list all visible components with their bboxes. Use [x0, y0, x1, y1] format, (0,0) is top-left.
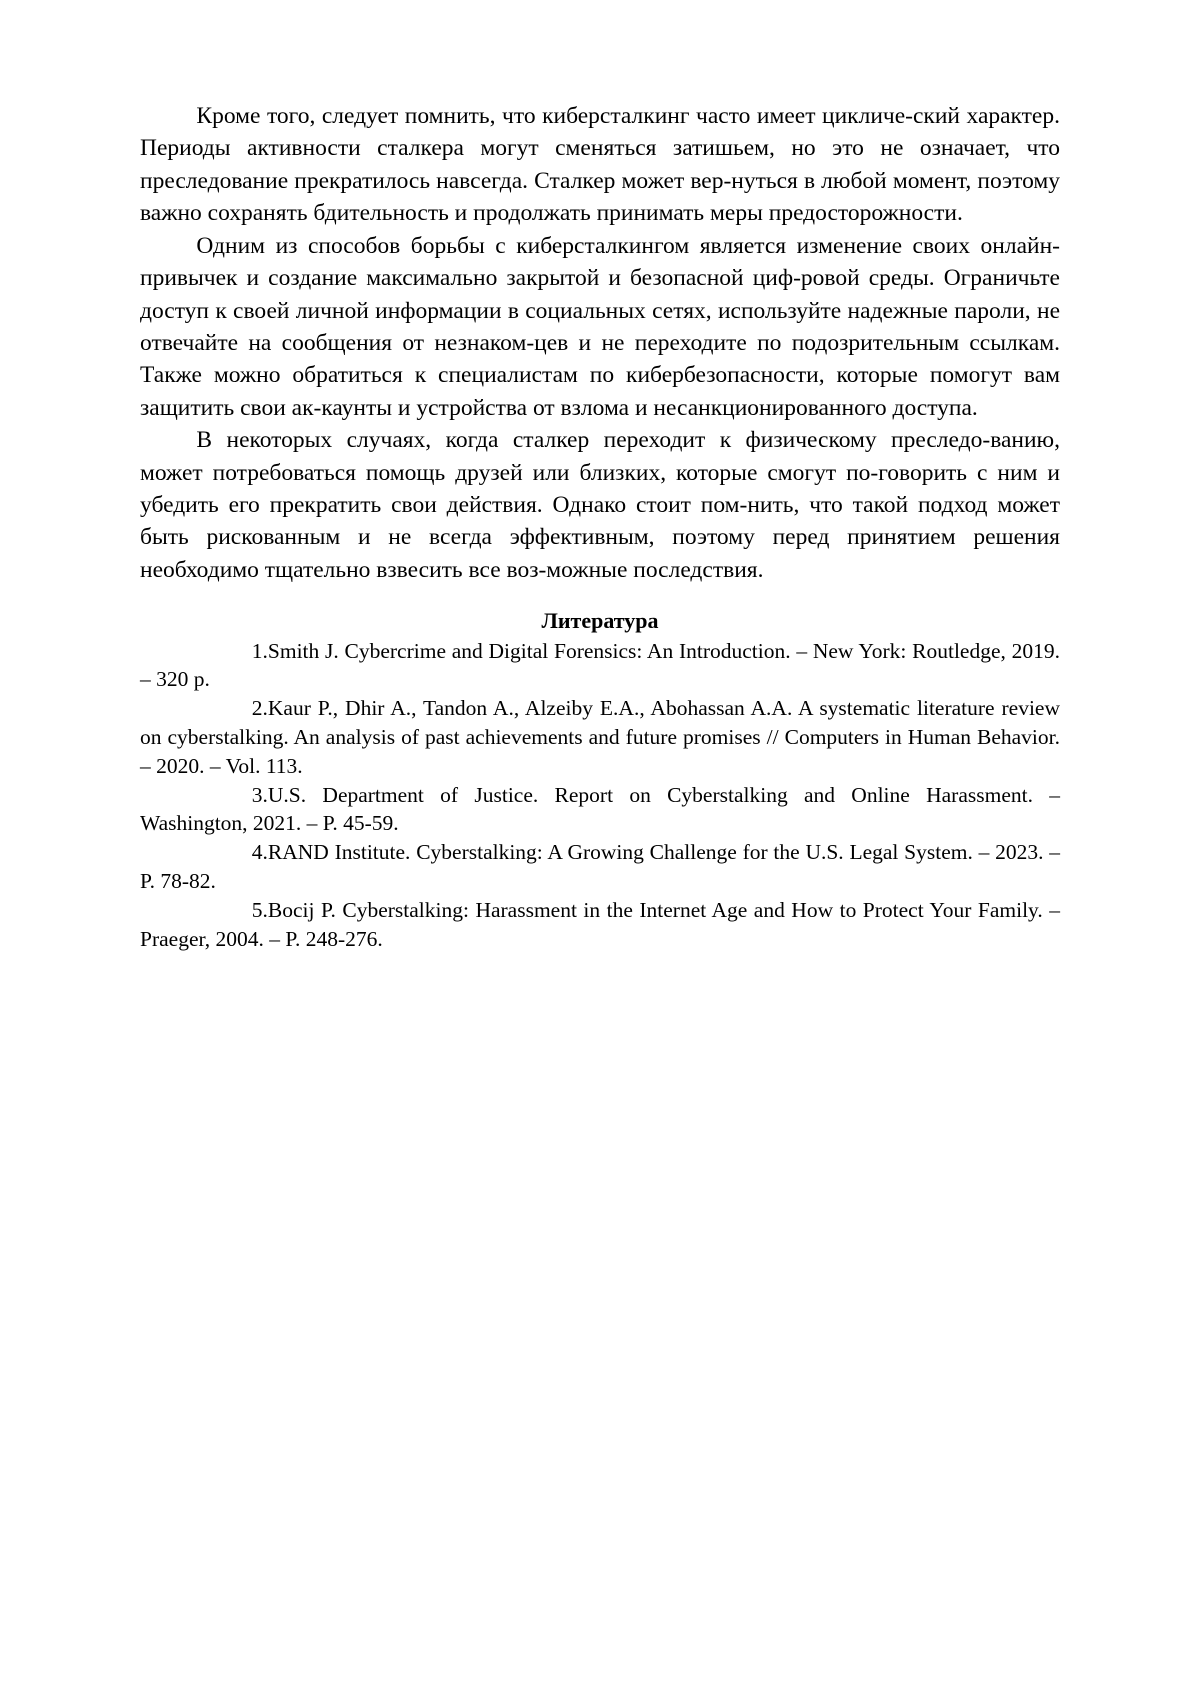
- reference-number: 2.: [251, 696, 268, 721]
- reference-item: [140, 896, 1060, 954]
- reference-number: 5.: [251, 897, 268, 922]
- reference-number: 3.: [251, 782, 268, 807]
- references-heading: Литература: [541, 608, 659, 634]
- paragraph: Кроме того, следует помнить, что киберсталкинг часто имеет цикличе-ский характер. Периоды активности сталкера могут сменяться затишьем, но это не означает, что преследование прекратилось навсегда. Сталкер может вер-нуться в любой момент, поэтому важно сохранять бдительность и продолжать принимать меры предосторожности.: [140, 103, 1060, 227]
- article-body: [140, 100, 1060, 586]
- reference-number: 4.: [251, 840, 268, 865]
- reference-text: RAND Institute. Cyberstalking: A Growing Challenge for the U.S. Legal System. – 2023. – P. 78-82.: [140, 840, 1060, 894]
- reference-item: [140, 781, 1060, 839]
- reference-text: Smith J. Cybercrime and Digital Forensics: An Introduction. – New York: Routledge, 2019. – 320 p.: [140, 638, 1060, 692]
- reference-text: Bocij P. Cyberstalking: Harassment in the Internet Age and How to Protect Your Family. – Praeger, 2004. – P. 248-276.: [140, 897, 1060, 951]
- references-list: [140, 637, 1060, 954]
- reference-number: 1.: [251, 638, 268, 663]
- reference-item: [140, 637, 1060, 695]
- reference-text: Kaur P., Dhir A., Tandon A., Alzeiby E.A., Abohassan A.A. A systematic literature review on cyberstalking. An analysis of past achievements and future promises // Computers in Human Behavior. – 2020. – Vol. 113.: [140, 696, 1060, 778]
- reference-item: [140, 694, 1060, 780]
- reference-item: [140, 838, 1060, 896]
- paragraph: В некоторых случаях, когда сталкер переходит к физическому преследо-ванию, может потребоваться помощь друзей или близких, которые смогут по-говорить с ним и убедить его прекратить свои действия. Однако стоит пом-нить, что такой подход может быть рискованным и не всегда эффективным, поэтому перед принятием решения необходимо тщательно взвесить все воз-можные последствия.: [140, 427, 1060, 583]
- paragraph: Одним из способов борьбы с киберсталкингом является изменение своих онлайн-привычек и создание максимально закрытой и безопасной циф-ровой среды. Ограничьте доступ к своей личной информации в социальных сетях, используйте надежные пароли, не отвечайте на сообщения от незнаком-цев и не переходите по подозрительным ссылкам. Также можно обратиться к специалистам по кибербезопасности, которые помогут вам защитить свои ак-каунты и устройства от взлома и несанкционированного доступа.: [140, 232, 1060, 421]
- reference-text: U.S. Department of Justice. Report on Cyberstalking and Online Harassment. – Washington, 2021. – P. 45-59.: [140, 782, 1060, 836]
